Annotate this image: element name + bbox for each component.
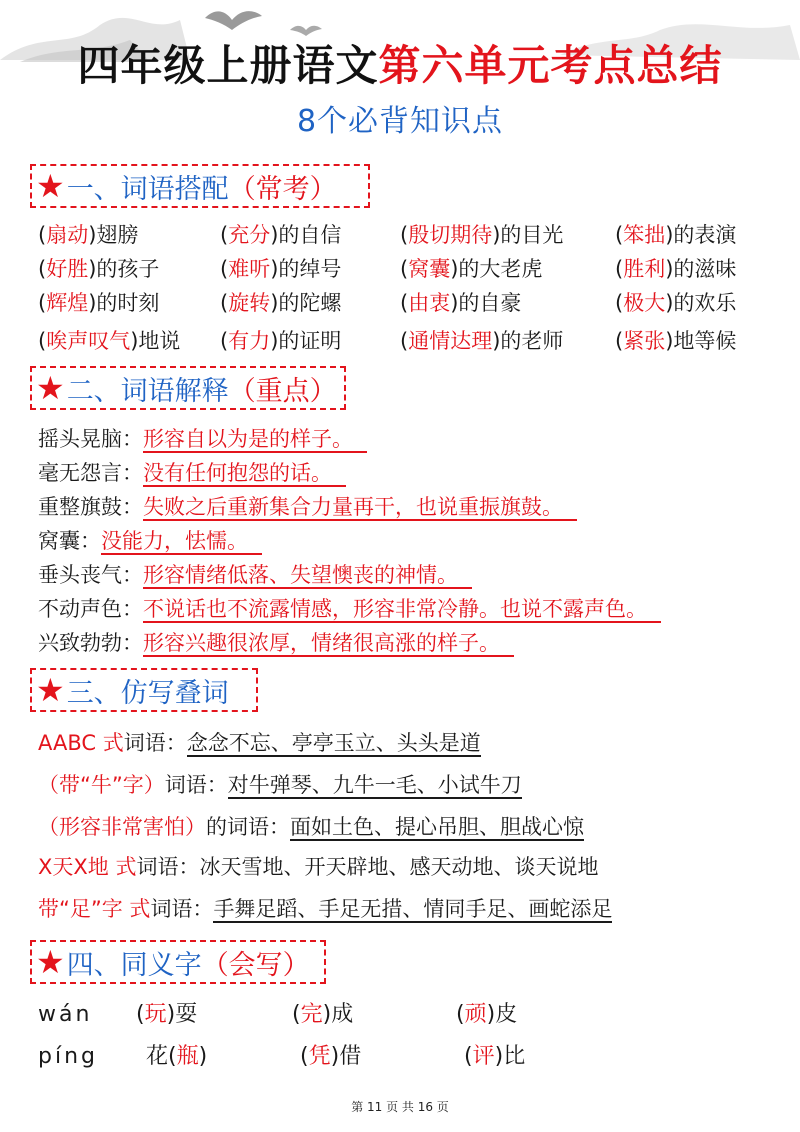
section-label: 一、词语搭配 — [66, 173, 229, 205]
definition-item: 兴致勃勃：形容兴趣很浓厚，情绪很高涨的样子。 — [38, 628, 778, 662]
section-label: 三、仿写叠词 — [66, 677, 229, 709]
section-heading-synonyms — [30, 940, 326, 984]
collocation-item: (旋转)的陀螺 — [220, 291, 342, 315]
title-part-1: 四年级上册语文 — [77, 41, 379, 90]
pinyin-label: píng — [38, 1044, 98, 1069]
section-label: 二、词语解释 — [66, 375, 229, 407]
pattern-line: AABC 式词语：念念不忘、亭亭玉立、头头是道 — [38, 731, 481, 755]
pattern-line: 带“足”字 式词语：手舞足蹈、手足无措、情同手足、画蛇添足 — [38, 897, 613, 921]
definition-item: 重整旗鼓：失败之后重新集合力量再干，也说重振旗鼓。 — [38, 492, 778, 526]
synonym-row — [38, 1040, 778, 1074]
collocation-item: (极大)的欢乐 — [615, 291, 737, 315]
definition-item: 摇头晃脑：形容自以为是的样子。 — [38, 424, 778, 458]
collocation-grid — [38, 218, 778, 358]
synonym-item: (凭)借 — [300, 1044, 362, 1069]
definition-item: 垂头丧气：形容情绪低落、失望懊丧的神情。 — [38, 560, 778, 594]
collocation-item: (辉煌)的时刻 — [38, 291, 160, 315]
section-label: 四、同义字 — [66, 949, 202, 981]
page-subtitle: 8个必背知识点 — [296, 104, 504, 139]
synonym-item: (评)比 — [464, 1044, 526, 1069]
section-tag: （常考） — [228, 173, 337, 205]
star-icon: ★ — [36, 671, 65, 709]
pinyin-label: wán — [38, 1002, 93, 1027]
collocation-item: (扇动)翅膀 — [38, 223, 139, 247]
collocation-item: (有力)的证明 — [220, 329, 342, 353]
section-tag: （会写） — [201, 949, 310, 981]
pattern-line: X天X地 式词语：冰天雪地、开天辟地、感天动地、谈天说地 — [38, 855, 599, 879]
definition-item: 窝囊：没能力，怯懦。 — [38, 526, 778, 560]
collocation-item: (胜利)的滋味 — [615, 257, 737, 281]
pattern-line: （形容非常害怕）的词语：面如土色、提心吊胆、胆战心惊 — [38, 815, 584, 839]
collocation-row — [38, 286, 778, 320]
synonym-row — [38, 998, 778, 1032]
section-heading-patterns — [30, 668, 258, 712]
collocation-row — [38, 324, 778, 358]
synonym-item: (完)成 — [292, 1002, 354, 1027]
synonym-item: (玩)耍 — [136, 1002, 198, 1027]
collocation-item: (殷切期待)的目光 — [400, 223, 564, 247]
definition-item: 毫无怨言：没有任何抱怨的话。 — [38, 458, 778, 492]
definition-list — [38, 424, 778, 662]
star-icon: ★ — [36, 167, 65, 205]
page-title — [0, 38, 800, 94]
section-heading-definitions — [30, 366, 346, 410]
title-part-2: 第六单元考点总结 — [378, 41, 723, 90]
collocation-item: (好胜)的孩子 — [38, 257, 160, 281]
collocation-item: (通情达理)的老师 — [400, 329, 564, 353]
synonym-item: (顽)皮 — [456, 1002, 518, 1027]
section-tag: （重点） — [228, 375, 337, 407]
definition-item: 不动声色：不说话也不流露情感，形容非常冷静。也说不露声色。 — [38, 594, 778, 628]
collocation-item: (难听)的绰号 — [220, 257, 342, 281]
collocation-row — [38, 252, 778, 286]
collocation-item: (窝囊)的大老虎 — [400, 257, 543, 281]
page-number-footer: 第 11 页 共 16 页 — [351, 1100, 449, 1114]
synonym-item: 花(瓶) — [146, 1044, 208, 1069]
star-icon: ★ — [36, 943, 65, 981]
collocation-item: (唉声叹气)地说 — [38, 329, 181, 353]
star-icon: ★ — [36, 369, 65, 407]
collocation-row — [38, 218, 778, 252]
pattern-line: （带“牛”字）词语：对牛弹琴、九牛一毛、小试牛刀 — [38, 773, 522, 797]
section-heading-collocations — [30, 164, 370, 208]
collocation-item: (笨拙)的表演 — [615, 223, 737, 247]
collocation-item: (由衷)的自豪 — [400, 291, 522, 315]
collocation-item: (紧张)地等候 — [615, 329, 737, 353]
collocation-item: (充分)的自信 — [220, 223, 342, 247]
bird-icon — [205, 11, 262, 30]
bird-icon — [290, 26, 322, 36]
